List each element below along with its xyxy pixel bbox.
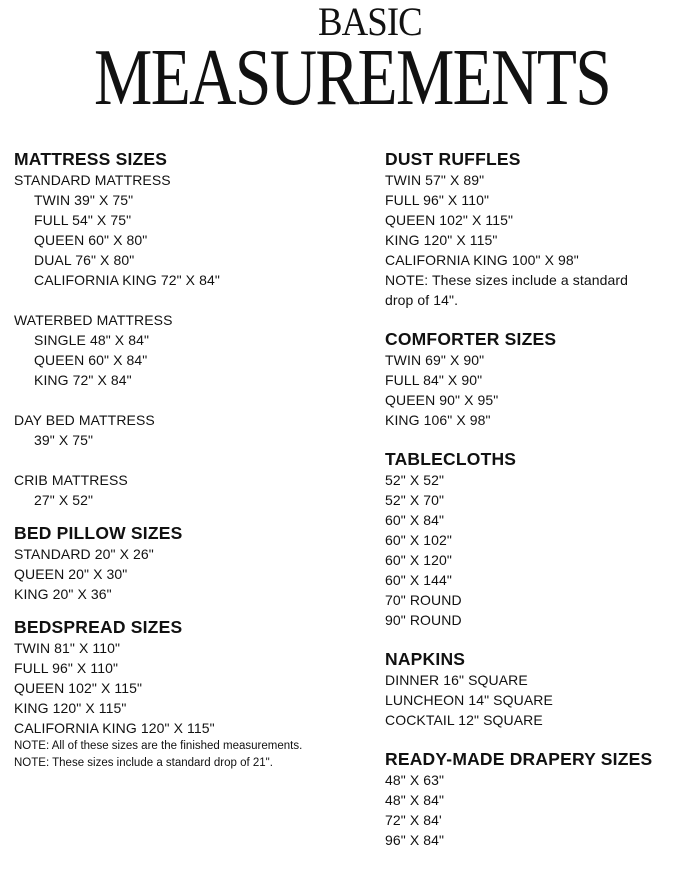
list-item: 72" X 84' [385,812,442,828]
list-item: 39" X 75" [34,432,94,448]
dust-ruffles-note: drop of 14". [385,292,459,308]
list-item: QUEEN 102" X 115" [385,212,514,228]
list-item: FULL 84" X 90" [385,372,483,388]
napkins-heading: NAPKINS [385,649,466,669]
ready-made-drapery-heading: READY-MADE DRAPERY SIZES [385,749,653,769]
list-item: QUEEN 60" X 84" [34,352,148,368]
list-item: 70" ROUND [385,592,462,608]
list-item: FULL 54" X 75" [34,212,132,228]
ready-made-drapery-section [385,748,690,850]
waterbed-mattress-label: WATERBED MATTRESS [14,312,173,328]
list-item: 60" X 144" [385,572,452,588]
dust-ruffles-section [385,148,690,310]
dust-ruffles-heading: DUST RUFFLES [385,149,521,169]
list-item: TWIN 39" X 75" [34,192,134,208]
bed-pillow-sizes-heading: BED PILLOW SIZES [14,523,183,543]
list-item: STANDARD 20" X 26" [14,546,154,562]
tablecloths-section [385,448,690,630]
list-item: QUEEN 20" X 30" [14,566,128,582]
bedspread-sizes-heading: BEDSPREAD SIZES [14,617,183,637]
list-item: FULL 96" X 110" [385,192,490,208]
list-item: KING 106" X 98" [385,412,491,428]
list-item: TWIN 81" X 110" [14,640,121,656]
list-item: 60" X 120" [385,552,452,568]
list-item: 52" X 52" [385,472,445,488]
bed-pillow-sizes-section [14,522,354,604]
list-item: LUNCHEON 14" SQUARE [385,692,553,708]
list-item: 48" X 84" [385,792,445,808]
list-item: CALIFORNIA KING 120" X 115" [14,720,215,736]
napkins-section [385,648,690,730]
list-item: 27" X 52" [34,492,94,508]
list-item: 96" X 84" [385,832,445,848]
day-bed-mattress-label: DAY BED MATTRESS [14,412,155,428]
list-item: KING 72" X 84" [34,372,132,388]
dust-ruffles-note: NOTE: These sizes include a standard [385,272,629,288]
list-item: DUAL 76" X 80" [34,252,135,268]
list-item: 52" X 70" [385,492,445,508]
list-item: QUEEN 102" X 115" [14,680,143,696]
list-item: KING 20" X 36" [14,586,112,602]
bedspread-note: NOTE: All of these sizes are the finished measurements. [14,740,303,752]
list-item: 60" X 102" [385,532,452,548]
list-item: DINNER 16" SQUARE [385,672,528,688]
list-item: CALIFORNIA KING 100" X 98" [385,252,579,268]
list-item: 48" X 63" [385,772,445,788]
mattress-sizes-heading: MATTRESS SIZES [14,149,168,169]
tablecloths-heading: TABLECLOTHS [385,449,517,469]
standard-mattress-label: STANDARD MATTRESS [14,172,171,188]
left-column [14,148,354,772]
list-item: SINGLE 48" X 84" [34,332,150,348]
comforter-sizes-heading: COMFORTER SIZES [385,329,557,349]
title-measurements: MEASUREMENTS [94,34,611,122]
crib-mattress-label: CRIB MATTRESS [14,472,128,488]
comforter-sizes-section [385,328,690,430]
bedspread-sizes-section [14,616,354,772]
list-item: KING 120" X 115" [385,232,498,248]
list-item: 60" X 84" [385,512,445,528]
list-item: CALIFORNIA KING 72" X 84" [34,272,220,288]
list-item: COCKTAIL 12" SQUARE [385,712,543,728]
list-item: TWIN 57" X 89" [385,172,485,188]
list-item: QUEEN 60" X 80" [34,232,148,248]
list-item: 90" ROUND [385,612,462,628]
bedspread-note: NOTE: These sizes include a standard drop of 21". [14,757,273,769]
right-column [385,148,690,850]
list-item: KING 120" X 115" [14,700,127,716]
list-item: TWIN 69" X 90" [385,352,485,368]
list-item: QUEEN 90" X 95" [385,392,499,408]
list-item: FULL 96" X 110" [14,660,119,676]
title-basic: BASIC [318,0,422,44]
mattress-sizes-section [14,148,354,510]
